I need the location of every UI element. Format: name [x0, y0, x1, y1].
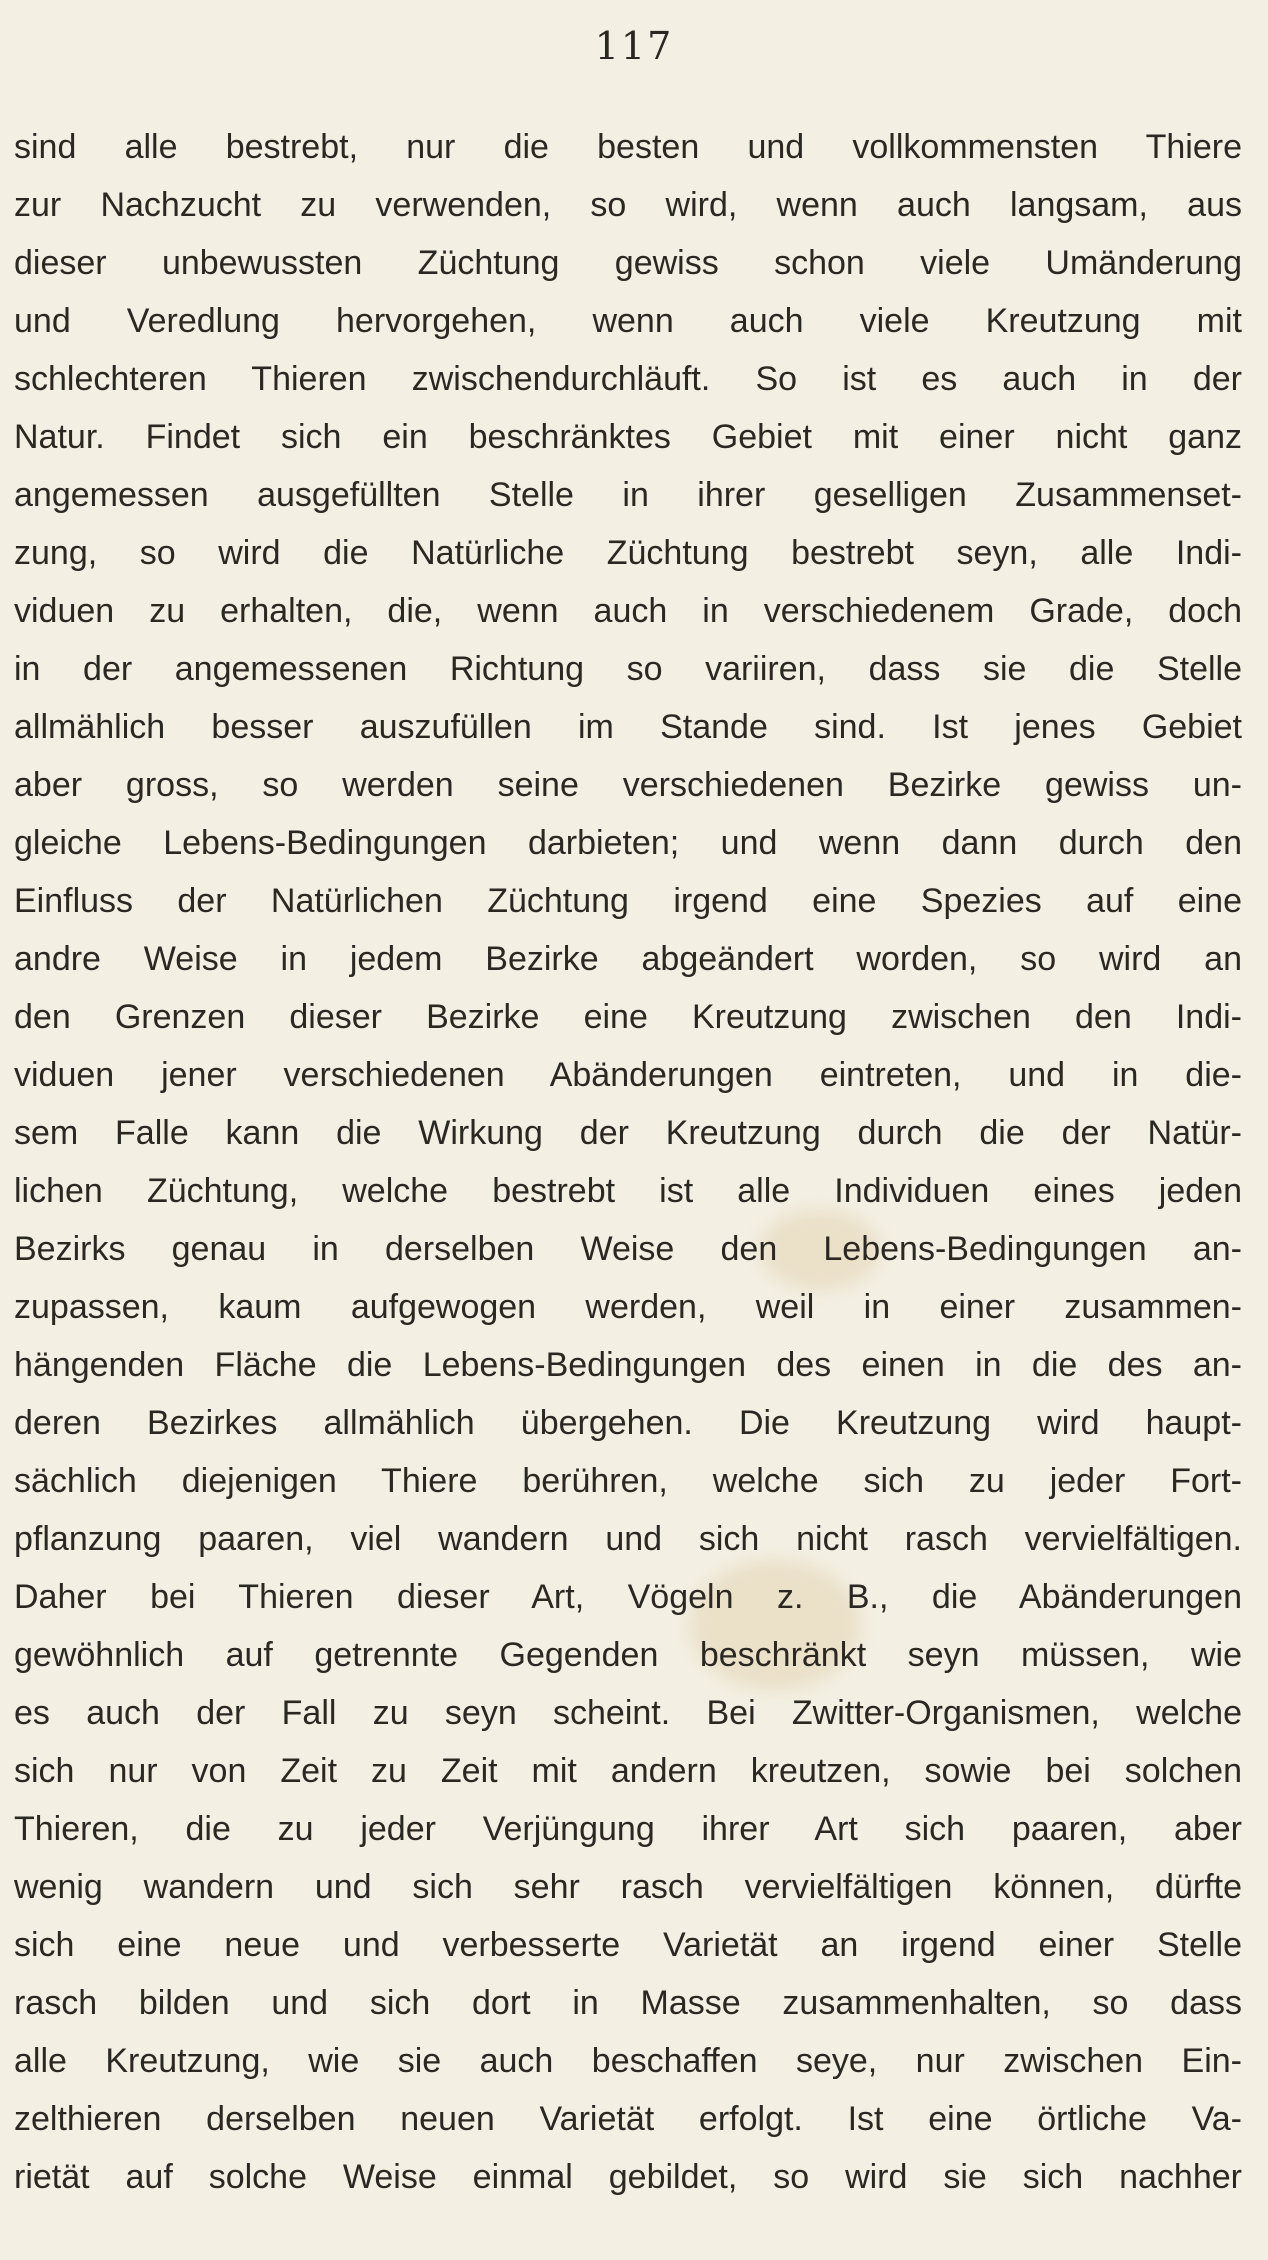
text-line: gleiche Lebens-Bedingungen darbieten; und wenn dann durch den [14, 824, 1242, 862]
text-line: andre Weise in jedem Bezirke abgeändert worden, so wird an [14, 940, 1242, 978]
text-line: in der angemessenen Richtung so variiren, dass sie die Stelle [14, 650, 1242, 688]
text-line: sem Falle kann die Wirkung der Kreutzung durch die der Natür- [14, 1114, 1242, 1152]
text-line: viduen zu erhalten, die, wenn auch in verschiedenem Grade, doch [14, 592, 1242, 630]
text-line: aber gross, so werden seine verschiedenen Bezirke gewiss un- [14, 766, 1242, 804]
text-line: es auch der Fall zu seyn scheint. Bei Zwitter-Organismen, welche [14, 1694, 1242, 1732]
text-line: dieser unbewussten Züchtung gewiss schon viele Umänderung [14, 244, 1242, 282]
text-line: viduen jener verschiedenen Abänderungen eintreten, und in die- [14, 1056, 1242, 1094]
body-text [14, 118, 1242, 2206]
text-line: Thieren, die zu jeder Verjüngung ihrer Art sich paaren, aber [14, 1810, 1242, 1848]
text-line: Natur. Findet sich ein beschränktes Gebiet mit einer nicht ganz [14, 418, 1242, 456]
text-line: zupassen, kaum aufgewogen werden, weil in einer zusammen- [14, 1288, 1242, 1326]
text-line: den Grenzen dieser Bezirke eine Kreutzung zwischen den Indi- [14, 998, 1242, 1036]
text-line: zelthieren derselben neuen Varietät erfolgt. Ist eine örtliche Va- [14, 2100, 1242, 2138]
text-line: wenig wandern und sich sehr rasch vervielfältigen können, dürfte [14, 1868, 1242, 1906]
text-line: pflanzung paaren, viel wandern und sich nicht rasch vervielfältigen. [14, 1520, 1242, 1558]
text-line: schlechteren Thieren zwischendurchläuft. So ist es auch in der [14, 360, 1242, 398]
text-line: und Veredlung hervorgehen, wenn auch viele Kreutzung mit [14, 302, 1242, 340]
text-line: allmählich besser auszufüllen im Stande sind. Ist jenes Gebiet [14, 708, 1242, 746]
text-line: alle Kreutzung, wie sie auch beschaffen seye, nur zwischen Ein- [14, 2042, 1242, 2080]
page-number: 117 [594, 24, 674, 68]
text-line: deren Bezirkes allmählich übergehen. Die Kreutzung wird haupt- [14, 1404, 1242, 1442]
text-line: sächlich diejenigen Thiere berühren, welche sich zu jeder Fort- [14, 1462, 1242, 1500]
text-line: sich eine neue und verbesserte Varietät an irgend einer Stelle [14, 1926, 1242, 1964]
text-line: angemessen ausgefüllten Stelle in ihrer geselligen Zusammenset- [14, 476, 1242, 514]
text-line: zung, so wird die Natürliche Züchtung bestrebt seyn, alle Indi- [14, 534, 1242, 572]
text-line: Einfluss der Natürlichen Züchtung irgend eine Spezies auf eine [14, 882, 1242, 920]
text-line: gewöhnlich auf getrennte Gegenden beschränkt seyn müssen, wie [14, 1636, 1242, 1674]
text-line: rietät auf solche Weise einmal gebildet, so wird sie sich nachher [14, 2158, 1242, 2196]
text-line: Daher bei Thieren dieser Art, Vögeln z. B., die Abänderungen [14, 1578, 1242, 1616]
text-line: sich nur von Zeit zu Zeit mit andern kreutzen, sowie bei solchen [14, 1752, 1242, 1790]
text-line: lichen Züchtung, welche bestrebt ist alle Individuen eines jeden [14, 1172, 1242, 1210]
text-line: Bezirks genau in derselben Weise den Lebens-Bedingungen an- [14, 1230, 1242, 1268]
text-line: zur Nachzucht zu verwenden, so wird, wenn auch langsam, aus [14, 186, 1242, 224]
text-line: sind alle bestrebt, nur die besten und vollkommensten Thiere [14, 128, 1242, 166]
text-line: hängenden Fläche die Lebens-Bedingungen des einen in die des an- [14, 1346, 1242, 1384]
text-line: rasch bilden und sich dort in Masse zusammenhalten, so dass [14, 1984, 1242, 2022]
